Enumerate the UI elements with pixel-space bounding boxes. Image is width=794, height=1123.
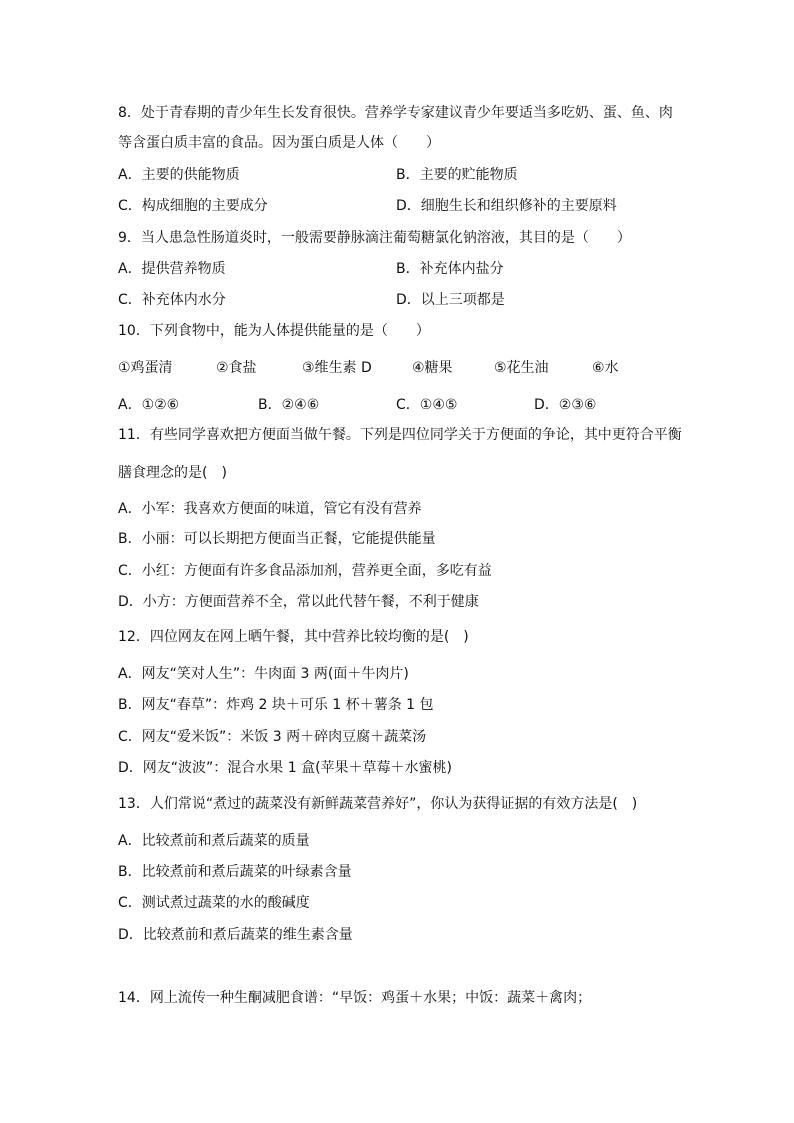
- q10-stem: 10．下列食物中，能为人体提供能量的是（ ）: [118, 323, 430, 339]
- q10-food-2: ②食盐: [216, 360, 257, 376]
- q10-food-6: ⑥水: [592, 360, 619, 376]
- q10-food-3: ③维生素 D: [302, 360, 372, 376]
- q11-option-c: C．小红：方便面有许多食品添加剂，营养更全面，多吃有益: [118, 563, 492, 579]
- q11-option-d: D．小方：方便面营养不全，常以此代替午餐，不利于健康: [118, 594, 479, 610]
- q10-option-b: B．②④⑥: [258, 397, 320, 413]
- q14-stem: 14．网上流传一种生酮减肥食谱：“早饭：鸡蛋＋水果；中饭：蔬菜＋禽肉；: [118, 990, 592, 1006]
- q11-option-a: A．小军：我喜欢方便面的味道，管它有没有营养: [118, 501, 422, 517]
- q10-food-4: ④糖果: [412, 360, 453, 376]
- q8-option-b: B．主要的贮能物质: [396, 167, 518, 183]
- q8-stem-line2: 等含蛋白质丰富的食品。因为蛋白质是人体（ ）: [118, 135, 440, 151]
- q8-stem-line1: 8．处于青春期的青少年生长发育很快。营养学专家建议青少年要适当多吃奶、蛋、鱼、肉: [118, 105, 673, 121]
- q12-option-d: D．网友“波波”：混合水果 1 盒(苹果＋草莓＋水蜜桃): [118, 760, 453, 776]
- q11-stem-line2: 膳食理念的是( ): [118, 465, 227, 481]
- q12-option-a: A．网友“笑对人生”：牛肉面 3 两(面＋牛肉片): [118, 666, 409, 682]
- q8-option-a: A．主要的供能物质: [118, 167, 240, 183]
- q9-stem: 9．当人患急性肠道炎时，一般需要静脉滴注葡萄糖氯化钠溶液，其目的是（ ）: [118, 230, 631, 246]
- q12-option-c: C．网友“爱米饭”：米饭 3 两＋碎肉豆腐＋蔬菜汤: [118, 729, 427, 745]
- q13-option-c: C．测试煮过蔬菜的水的酸碱度: [118, 895, 310, 911]
- q8-option-c: C．构成细胞的主要成分: [118, 198, 268, 214]
- q13-stem: 13．人们常说“煮过的蔬菜没有新鲜蔬菜营养好”，你认为获得证据的有效方法是( ): [118, 796, 638, 812]
- q12-option-b: B．网友“春草”：炸鸡 2 块＋可乐 1 杯＋薯条 1 包: [118, 697, 434, 713]
- q8-option-d: D．细胞生长和组织修补的主要原料: [396, 198, 617, 214]
- q13-option-a: A．比较煮前和煮后蔬菜的质量: [118, 833, 310, 849]
- q11-option-b: B．小丽：可以长期把方便面当正餐，它能提供能量: [118, 531, 436, 547]
- q10-option-d: D．②③⑥: [534, 397, 597, 413]
- q10-food-1: ①鸡蛋清: [118, 360, 173, 376]
- q9-option-d: D．以上三项都是: [396, 292, 505, 308]
- q9-option-c: C．补充体内水分: [118, 292, 226, 308]
- q11-stem-line1: 11．有些同学喜欢把方便面当做午餐。下列是四位同学关于方便面的争论，其中更符合平衡: [118, 427, 682, 443]
- q9-option-a: A．提供营养物质: [118, 261, 226, 277]
- q9-option-b: B．补充体内盐分: [396, 261, 504, 277]
- q10-option-c: C．①④⑤: [396, 397, 458, 413]
- q13-option-b: B．比较煮前和煮后蔬菜的叶绿素含量: [118, 864, 352, 880]
- q10-food-5: ⑤花生油: [494, 360, 549, 376]
- q12-stem: 12．四位网友在网上晒午餐，其中营养比较均衡的是( ): [118, 629, 469, 645]
- q13-option-d: D．比较煮前和煮后蔬菜的维生素含量: [118, 927, 353, 943]
- q10-option-a: A．①②⑥: [118, 397, 180, 413]
